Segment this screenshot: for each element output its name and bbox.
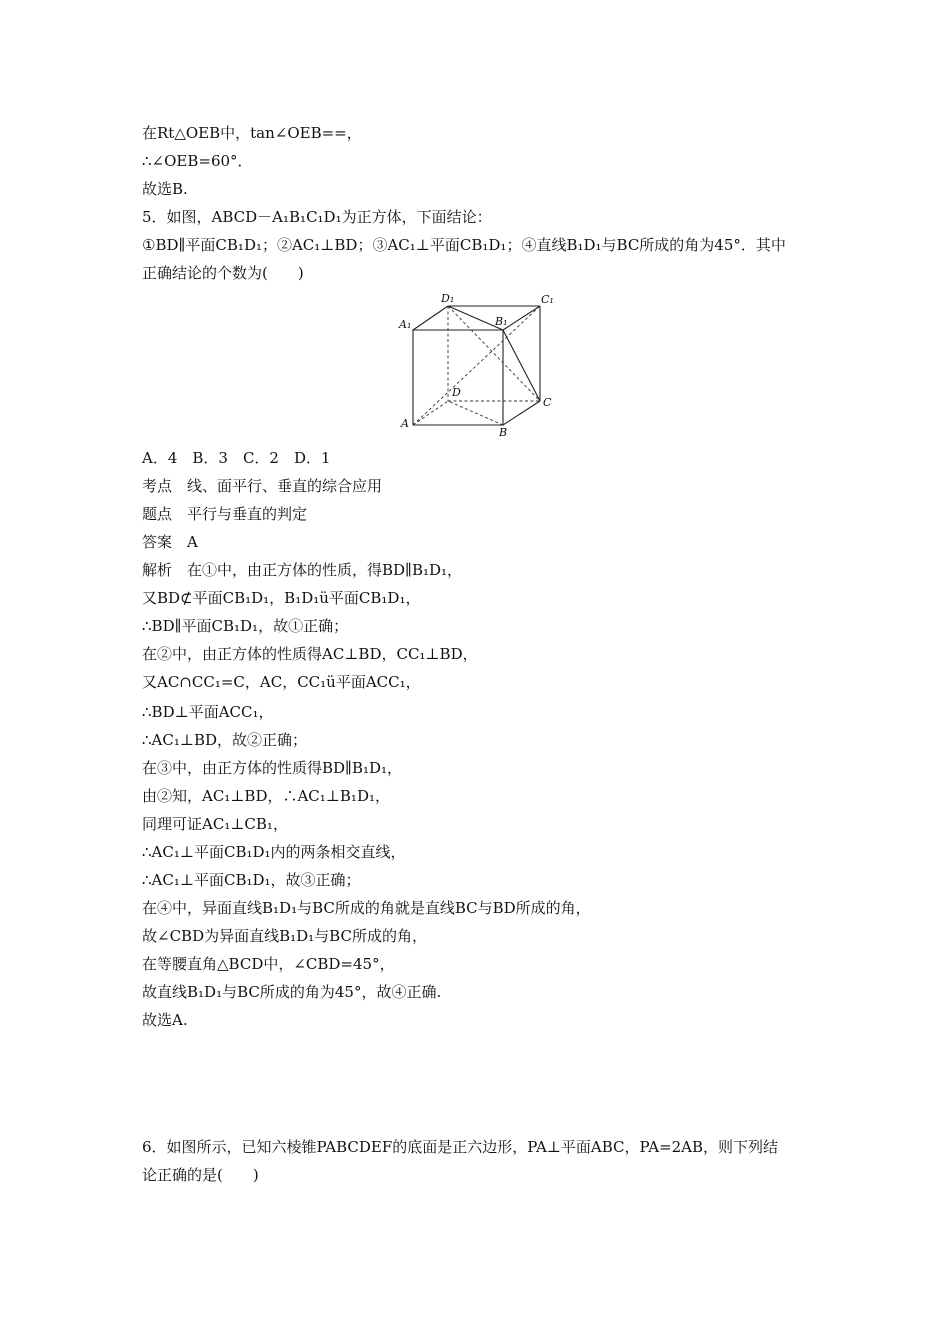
solution-line-8: 在③中，由正方体的性质得BD∥B₁D₁， xyxy=(142,759,403,777)
edge-BC xyxy=(503,401,540,425)
edge-B1C xyxy=(503,330,540,401)
cube-front-face xyxy=(413,330,503,425)
solution-line-10: 同理可证AC₁⊥CB₁， xyxy=(142,815,288,833)
solution-line-9: 由②知，AC₁⊥BD，∴AC₁⊥B₁D₁， xyxy=(142,787,390,805)
solution-line-14: 故∠CBD为异面直线B₁D₁与BC所成的角， xyxy=(142,927,427,945)
solution-line-4: 在②中，由正方体的性质得AC⊥BD，CC₁⊥BD， xyxy=(142,645,478,663)
question-5-options: A．4 B．3 C．2 D．1 xyxy=(142,449,331,467)
label-B1: B₁ xyxy=(495,315,508,328)
label-C: C xyxy=(543,396,552,409)
answer: 答案 A xyxy=(142,533,198,551)
edge-B1C1 xyxy=(503,306,540,330)
solution-line-15: 在等腰直角△BCD中，∠CBD=45°， xyxy=(142,955,395,973)
question-5-stem: 5．如图，ABCD－A₁B₁C₁D₁为正方体，下面结论： xyxy=(142,208,492,226)
hidden-edge-AD xyxy=(413,401,448,425)
solution-line-16: 故直线B₁D₁与BC所成的角为45°，故④正确. xyxy=(142,983,442,1001)
question-5-prompt: 正确结论的个数为( ) xyxy=(142,264,304,282)
label-A1: A₁ xyxy=(399,318,412,331)
label-C1: C₁ xyxy=(541,293,554,306)
question-type: 题点 平行与垂直的判定 xyxy=(142,505,308,523)
knowledge-point: 考点 线、面平行、垂直的综合应用 xyxy=(142,477,383,495)
solution-line-7: ∴AC₁⊥BD，故②正确； xyxy=(142,731,308,749)
solution-line-1: 解析 在①中，由正方体的性质，得BD∥B₁D₁， xyxy=(142,561,463,579)
label-A: A xyxy=(401,417,409,430)
text-line-1: 在Rt△OEB中，tan∠OEB==， xyxy=(142,124,362,142)
hidden-edge-BD xyxy=(448,401,503,425)
solution-line-3: ∴BD∥平面CB₁D₁，故①正确； xyxy=(142,617,349,635)
question-6-stem: 6．如图所示，已知六棱锥PABCDEF的底面是正六边形，PA⊥平面ABC，PA=2AB，则下列结 xyxy=(142,1138,779,1156)
question-5-statements: ①BD∥平面CB₁D₁；②AC₁⊥BD；③AC₁⊥平面CB₁D₁；④直线B₁D₁与BC所成的角为45°．其中 xyxy=(142,236,786,254)
solution-line-6: ∴BD⊥平面ACC₁， xyxy=(142,703,274,721)
solution-line-12: ∴AC₁⊥平面CB₁D₁，故③正确； xyxy=(142,871,361,889)
text-line-2: ∴∠OEB=60°． xyxy=(142,152,253,170)
label-D1: D₁ xyxy=(441,292,455,305)
solution-line-11: ∴AC₁⊥平面CB₁D₁内的两条相交直线， xyxy=(142,843,406,861)
solution-line-5: 又AC∩CC₁=C，AC，CC₁ü平面ACC₁， xyxy=(142,673,421,691)
label-D: D xyxy=(452,386,461,399)
solution-line-17: 故选A. xyxy=(142,1011,188,1029)
hidden-edge-D1C xyxy=(448,306,540,401)
question-6-prompt: 论正确的是( ) xyxy=(142,1166,259,1184)
solution-line-13: 在④中，异面直线B₁D₁与BC所成的角就是直线BC与BD所成的角， xyxy=(142,899,591,917)
edge-A1D1 xyxy=(413,306,448,330)
solution-line-2: 又BD⊄平面CB₁D₁，B₁D₁ü平面CB₁D₁， xyxy=(142,589,421,607)
text-line-3: 故选B. xyxy=(142,180,188,198)
cube-figure xyxy=(395,288,560,438)
label-B: B xyxy=(499,426,508,438)
